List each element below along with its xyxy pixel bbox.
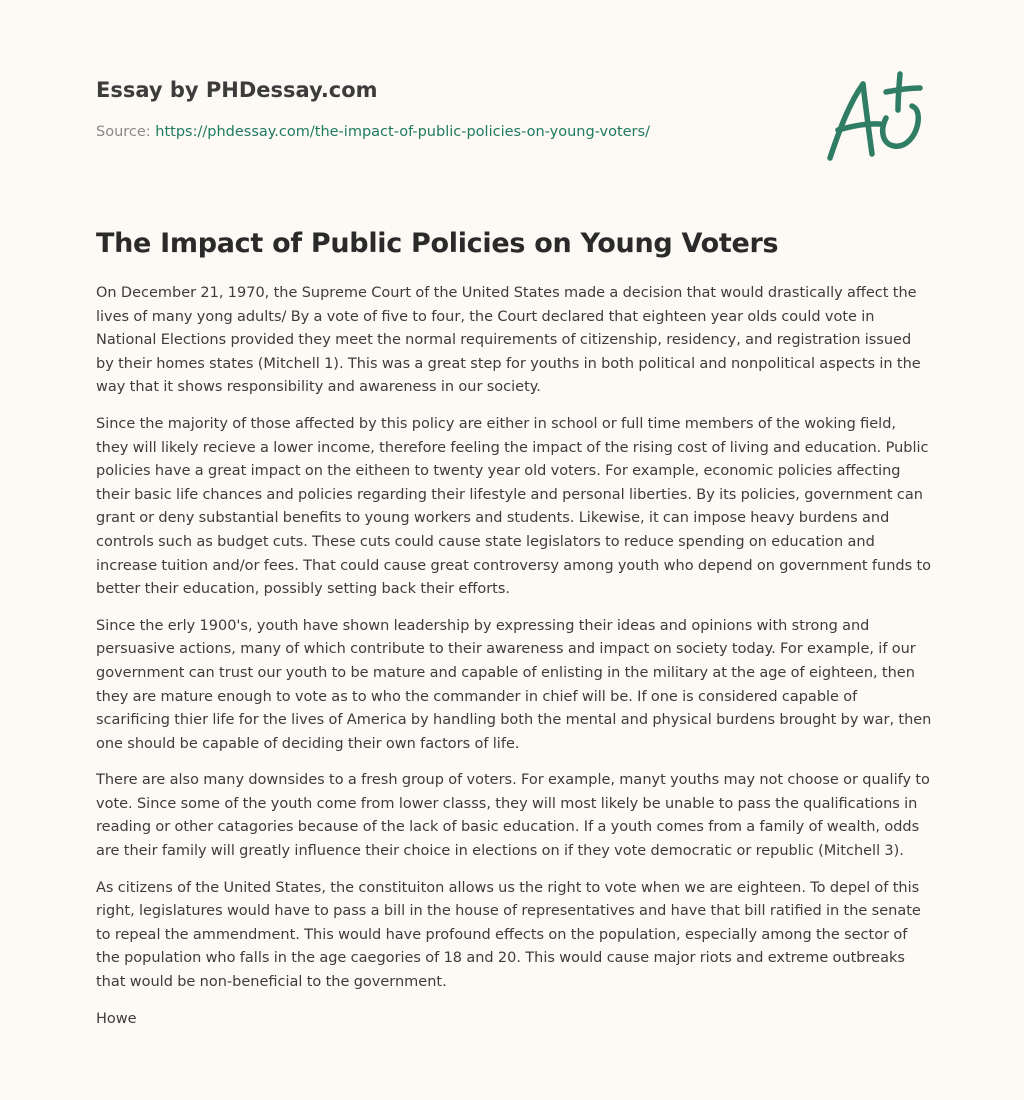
- essay-paragraph: Since the erly 1900's, youth have shown leadership by expressing their ideas and opinions with strong and persuasive actions, many of which contribute to their awareness and impact on society today. For example, if our government can trust our youth to be mature and capable of enlisting in the military at the age of eighteen, then they are mature enough to vote as to who the commander in chief will be. If one is considered capable of scarificing thier life for the lives of America by handling both the mental and physical burdens brought by war, then one should be capable of deciding their own factors of life.: [96, 617, 932, 752]
- header: [96, 76, 796, 142]
- site-title: Essay by PHDessay.com: [96, 78, 378, 102]
- essay-paragraph: Since the majority of those affected by this policy are either in school or full time members of the woking field, they will likely recieve a lower income, therefore feeling the impact of the rising cost of living and education. Public policies have a great impact on the eitheen to twenty year old voters. For example, economic policies affecting their basic life chances and policies regarding their lifestyle and personal liberties. By its policies, government can grant or deny substantial benefits to young workers and students. Likewise, it can impose heavy burdens and controls such as budget cuts. These cuts could cause state legislators to reduce spending on education and increase tuition and/or fees. That could cause great controversy among youth who depend on government funds to better their education, possibly setting back their efforts.: [96, 415, 932, 598]
- a-plus-icon: [820, 66, 930, 166]
- source-line: [96, 122, 796, 142]
- essay-paragraph: Howe: [96, 1010, 137, 1027]
- essay-content: [96, 226, 932, 1044]
- essay-title: The Impact of Public Policies on Young Voters: [96, 228, 779, 259]
- source-label: Source:: [96, 124, 151, 140]
- essay-paragraph: There are also many downsides to a fresh group of voters. For example, manyt youths may not choose or qualify to vote. Since some of the youth come from lower classs, they will most likely be unable to pass the qualifications in reading or other catagories because of the lack of basic education. If a youth comes from a family of wealth, odds are their family will greatly influence their choice in elections on if they vote democratic or republic (Mitchell 3).: [96, 772, 930, 860]
- source-link[interactable]: https://phdessay.com/the-impact-of-public-policies-on-young-voters/: [155, 124, 650, 140]
- essay-paragraph: On December 21, 1970, the Supreme Court of the United States made a decision that would drastically affect the lives of many yong adults/ By a vote of five to four, the Court declared that eighteen year olds could vote in National Elections provided they meet the normal requirements of citizenship, residency, and registration issued by their homes states (Mitchell 1). This was a great step for youths in both political and nonpolitical aspects in the way that it shows responsibility and awareness in our society.: [96, 285, 921, 396]
- a-plus-logo-svg: [820, 66, 930, 166]
- essay-paragraph: As citizens of the United States, the constituiton allows us the right to vote when we are eighteen. To depel of this right, legislatures would have to pass a bill in the house of representatives and have that bill ratified in the senate to repeal the ammendment. This would have profound effects on the population, especially among the sector of the population who falls in the age caegories of 18 and 20. This would cause major riots and extreme outbreaks that would be non-beneficial to the government.: [96, 879, 921, 991]
